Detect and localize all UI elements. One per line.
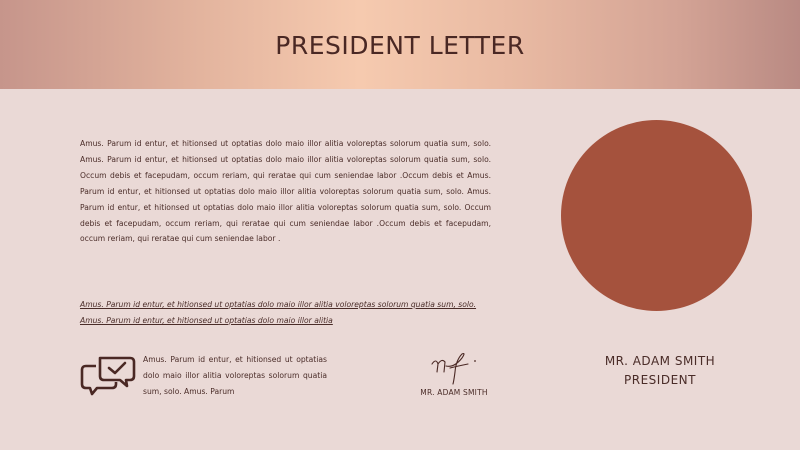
president-photo bbox=[561, 120, 752, 311]
signature-icon bbox=[428, 350, 488, 386]
president-name: MR. ADAM SMITH bbox=[604, 354, 716, 368]
icon-description: Amus. Parum id entur, et hitionsed ut optatias dolo maio illor alitia voloreptas solorum quatia sum, solo. Amus. Parum bbox=[143, 355, 327, 396]
letter-body: Amus. Parum id entur, et hitionsed ut optatias dolo maio illor alitia voloreptas solorum quatia sum, solo. Amus. Parum id entur, et hitionsed ut optatias dolo maio illor alitia voloreptas solorum quatia sum, solo. Occum debis et facepudam, occum reriam, qui reratae qui cum seniendae labor .Occum debis et Amus. Parum id entur, et hitionsed ut optatias dolo maio illor alitia voloreptas solorum quatia sum, solo. Amus. Parum id entur, et hitionsed ut optatias dolo maio illor alitia voloreptas solorum quatia sum, solo. Occum debis et facepudam, occum reriam, qui reratae qui cum seniendae labor .Occum debis et facepudam, occum reriam, qui reratae qui cum seniendae labor . bbox=[80, 139, 491, 244]
signature-name: MR. ADAM SMITH bbox=[420, 388, 488, 397]
letter-quote: Amus. Parum id entur, et hitionsed ut optatias dolo maio illor alitia voloreptas solorum quatia sum, solo. Amus. Parum id entur, et hitionsed ut optatias dolo maio illor alitia bbox=[80, 300, 477, 325]
president-role: PRESIDENT bbox=[624, 373, 696, 387]
page-title: PRESIDENT LETTER bbox=[275, 31, 525, 60]
chat-check-icon bbox=[80, 354, 136, 396]
header-banner bbox=[0, 0, 800, 89]
